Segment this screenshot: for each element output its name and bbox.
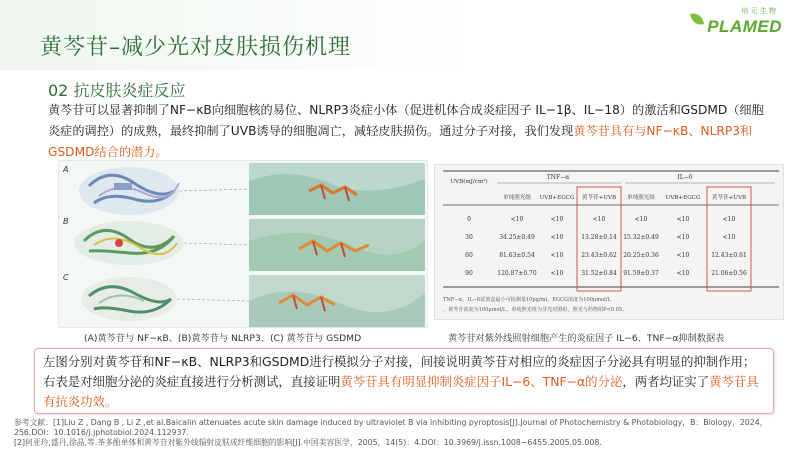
cell-2-4: <10 <box>676 252 690 259</box>
cell-2-0: 81.63±0.54 <box>499 252 535 259</box>
row-uvb-2: 60 <box>465 252 473 259</box>
table-footnote-line-2: ，黄芩苷浓度为100μmol/L，单纯照光组为非光对照组，照光与药物组P<0.05。 <box>443 307 628 313</box>
summary-highlight-1: 黄芩苷具有明显抑制炎症因子IL−6、TNF−α的分泌 <box>340 374 623 389</box>
protein-structure-a <box>79 167 179 215</box>
row-uvb-3: 90 <box>465 270 473 277</box>
right-figure-caption: 黄芩苷对紫外线照射细胞产生的炎症因子 IL−6、TNF−α抑制数据表 <box>448 333 725 344</box>
protein-structure-b <box>74 221 184 265</box>
cell-2-5: 12.43±0.61 <box>711 252 747 259</box>
table-graphic <box>435 165 785 321</box>
panel-label-a: A <box>63 165 69 174</box>
cell-3-5: 21.06±0.56 <box>711 270 747 277</box>
sub-header-5: 黄芩苷+UVB <box>711 195 747 201</box>
sub-header-1: UVB+EGCG <box>539 195 575 201</box>
cell-3-2: 31.52±0.84 <box>581 270 617 277</box>
group-header-il6: IL−6 <box>677 174 693 181</box>
docking-illustration <box>59 161 429 329</box>
sub-header-4: UVB+EGCG <box>665 195 701 201</box>
sub-header-0: 单纯照光组 <box>503 195 531 201</box>
cell-2-2: 23.43±0.62 <box>581 252 617 259</box>
inflammation-data-table <box>434 164 784 320</box>
logo-subtitle: 培 元 生 物 <box>741 7 776 15</box>
cell-0-5: <10 <box>722 216 736 223</box>
cell-3-3: 91.59±0.37 <box>623 270 659 277</box>
binding-site-b <box>249 219 425 271</box>
references <box>14 418 794 448</box>
summary-highlight-2: 黄芩苷具有抗炎功效。 <box>43 374 759 409</box>
intro-highlight: 黄芩苷具有与NF−κB、NLRP3和GSDMD结合的潜力。 <box>48 124 753 159</box>
left-figure-caption: (A)黄芩苷与 NF−κB、(B)黄芩苷与 NLRP3、(C) 黄芩苷与 GSDMD <box>84 333 362 344</box>
cell-0-4: <10 <box>676 216 690 223</box>
cell-1-3: 15.32±0.49 <box>623 234 659 241</box>
group-header-tnf: TNF−α <box>546 174 570 181</box>
summary-text-1: 左图分别对黄芩苷和NF−κB、NLRP3和GSDMD进行模拟分子对接，间接说明黄芩苷对相应的炎症因子分泌具有明显的抑制作用；右表是对细胞分泌的炎症直接进行分析测试，直接证明 <box>43 354 756 389</box>
panel-label-b: B <box>63 217 69 226</box>
cell-3-1: <10 <box>550 270 564 277</box>
summary-box <box>34 348 774 414</box>
panel-label-c: C <box>63 273 69 282</box>
reference-1: 参考文献：[1]Liu Z , Dang B , Li Z ,et al.Baicalin attenuates acute skin damage induced by ultraviolet B via inhibiting pyroptosis[J].Journal of Photochemistry & Photobiology，B：Biology，2024，256.DOI：10.1016/j.jphotobiol.2024.112937. <box>14 418 768 437</box>
protein-structure-c <box>81 277 177 321</box>
row-uvb-1: 30 <box>465 234 473 241</box>
docking-figure <box>58 160 428 328</box>
cell-0-0: <10 <box>510 216 524 223</box>
table-footnote-line-1: TNF−α、IL−6试剂盒最小可检测量10pg/ml，EGCG浓度为100μmol/L <box>443 297 611 303</box>
cell-1-5: <10 <box>722 234 736 241</box>
intro-text: 黄芩苷可以显著抑制了NF−κB向细胞核的易位、NLRP3炎症小体（促进机体合成炎症因子 IL−1β、IL−18）的激活和GSDMD（细胞炎症的调控）的成熟，最终抑制了UVB诱导的细胞凋亡，减轻皮肤损伤。通过分子对接，我们发现 <box>48 103 764 138</box>
summary-text-2: ，两者均证实了 <box>622 374 710 389</box>
binding-site-a <box>249 163 425 215</box>
cell-3-0: 120.87±0.70 <box>497 270 537 277</box>
reference-2: [2]何亚玲,盛丹,徐晶,等.茶多酚单体和黄芩苷对紫外线辐射皮肤成纤维细胞的影响[J].中国美容医学，2005，14(5)：4.DOI：10.3969/j.issn.1008−6455.2005.05.008. <box>14 438 602 447</box>
slide-title: 黄芩苷–减少光对皮肤损伤机理 <box>40 35 352 60</box>
cell-1-2: 13.28±0.14 <box>581 234 617 241</box>
sub-header-3: 单纯照光组 <box>627 195 655 201</box>
section-heading: 02 抗皮肤炎症反应 <box>48 81 186 100</box>
intro-paragraph <box>48 100 768 163</box>
logo-name: PLAMED <box>707 17 782 36</box>
row-uvb-0: 0 <box>467 216 471 223</box>
sub-header-2: 黄芩苷+UVB <box>581 195 617 201</box>
cell-0-2: <10 <box>592 216 606 223</box>
table-corner-header: UVB(mJ/cm²) <box>450 179 488 185</box>
cell-3-4: <10 <box>676 270 690 277</box>
cell-1-4: <10 <box>676 234 690 241</box>
cell-1-1: <10 <box>550 234 564 241</box>
cell-2-1: <10 <box>550 252 564 259</box>
binding-site-c <box>249 275 425 327</box>
cell-1-0: 34.25±0.49 <box>499 234 535 241</box>
cell-2-3: 20.25±0.36 <box>623 252 659 259</box>
cell-0-1: <10 <box>550 216 564 223</box>
cell-0-3: <10 <box>634 216 648 223</box>
